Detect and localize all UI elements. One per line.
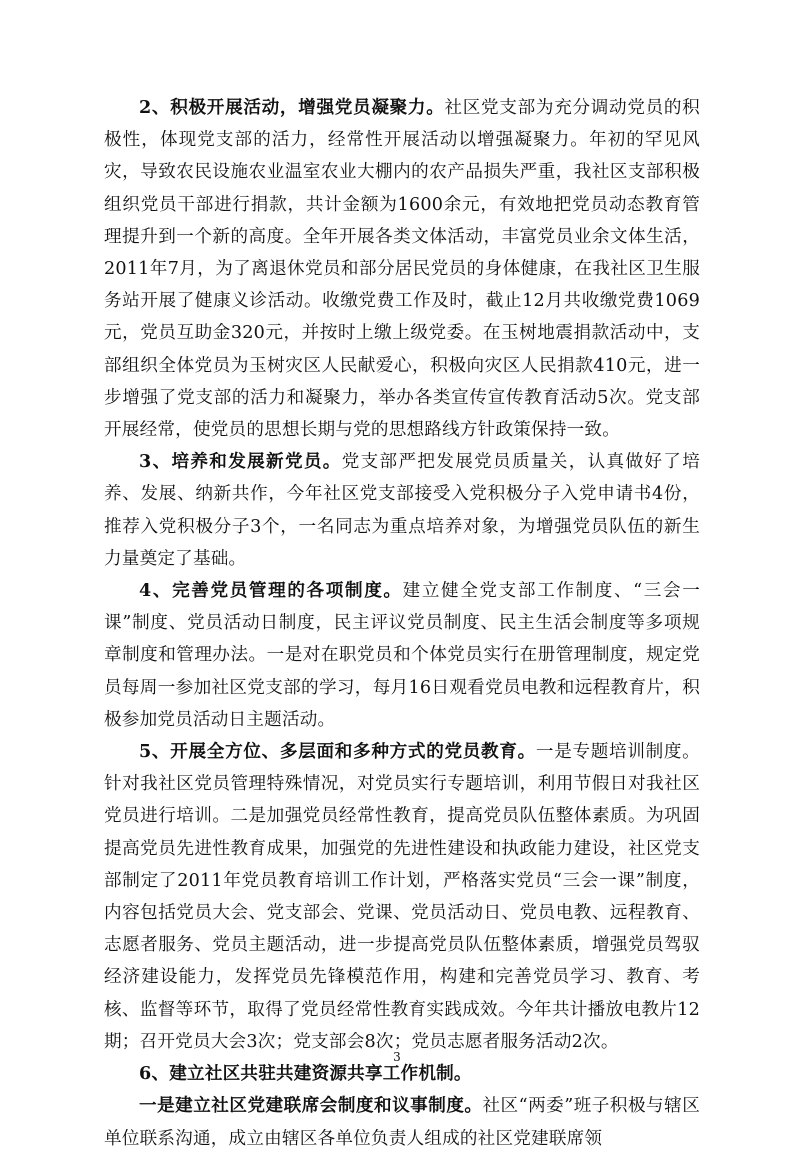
paragraph-heading: 6、建立社区共驻共建资源共享工作机制。 — [139, 1063, 472, 1085]
paragraph-heading: 3、培养和发展新党员。 — [139, 451, 342, 473]
paragraph-heading: 5、开展全方位、多层面和多种方式的党员教育。 — [139, 741, 536, 763]
paragraph-activities — [104, 92, 700, 446]
paragraph-text: 党支部严把发展党员质量关，认真做好了培养、发展、纳新共作，今年社区党支部接受入党积极分子入党申请书4份，推荐入党积极分子3个，一名同志为重点培养对象，为增强党员队伍的新生力量奠定了基础。 — [104, 452, 700, 569]
paragraph-heading: 4、完善党员管理的各项制度。 — [139, 580, 403, 602]
document-body — [104, 92, 700, 1155]
page-number: 3 — [393, 1050, 401, 1064]
paragraph-heading: 2、积极开展活动，增强党员凝聚力。 — [139, 97, 445, 118]
paragraph-member-education — [104, 736, 700, 1058]
paragraph-text: 建立健全党支部工作制度、“三会一课”制度、党员活动日制度，民主评议党员制度、民主生活会制度等多项规章制度和管理办法。一是对在职党员和个体党员实行在册管理制度，规定党员每周一参加社区党支部的学习，每月16日观看党员电教和远程教育片，积极参加党员活动日主题活动。 — [104, 581, 700, 730]
paragraph-text: 社区“两委”班子积极与辖区单位联系沟通，成立由辖区各单位负责人组成的社区党建联席领 — [104, 1096, 700, 1149]
paragraph-heading: 一是建立社区党建联席会制度和议事制度。 — [139, 1095, 483, 1117]
paragraph-new-members — [104, 446, 700, 575]
paragraph-management-systems — [104, 575, 700, 736]
paragraph-text: 一是专题培训制度。针对我社区党员管理特殊情况，对党员实行专题培训，利用节假日对我社区党员进行培训。二是加强党员经常性教育，提高党员队伍整体素质。为巩固提高党员先进性教育成果，加强党的先进性建设和执政能力建设，社区党支部制定了2011年党员教育培训工作计划，严格落实党员“三会一课”制度，内容包括党员大会、党支部会、党课、党员活动日、党员电教、远程教育、志愿者服务、党员主题活动，进一步提高党员队伍整体素质，增强党员驾驭经济建设能力，发挥党员先锋模范作用，构建和完善党员学习、教育、考核、监督等环节，取得了党员经常性教育实践成效。今年共计播放电教片12期；召开党员大会3次；党支部会8次；党员志愿者服务活动2次。 — [104, 742, 700, 1052]
paragraph-text: 社区党支部为充分调动党员的积极性，体现党支部的活力，经常性开展活动以增强凝聚力。年初的罕见风灾，导致农民设施农业温室农业大棚内的农产品损失严重，我社区支部积极组织党员干部进行捐款，共计金额为1600余元，有效地把党员动态教育管理提升到一个新的高度。全年开展各类文体活动，丰富党员业余文体生活，2011年7月，为了离退休党员和部分居民党员的身体健康，在我社区卫生服务站开展了健康义诊活动。收缴党费工作及时，截止12月共收缴党费1069元，党员互助金320元，并按时上缴上级党委。在玉树地震捐款活动中，支部组织全体党员为玉树灾区人民献爱心，积极向灾区人民捐款410元，进一步增强了党支部的活力和凝聚力，举办各类宣传宣传教育活动5次。党支部开展经常，使党员的思想长期与党的思想路线方针政策保持一致。 — [104, 98, 700, 441]
